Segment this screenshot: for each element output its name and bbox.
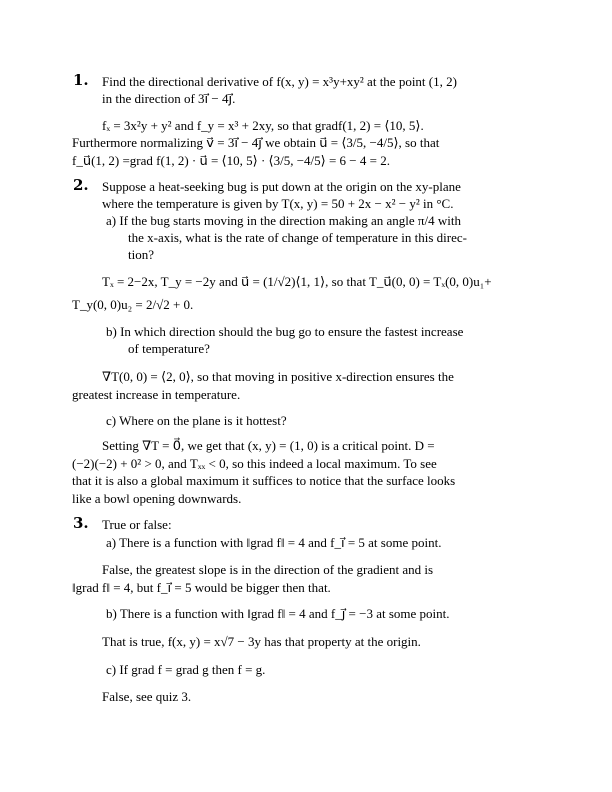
problem-2a-answer-line-2: T_y(0, 0)u₂ = 2/√2 + 0. [72,297,194,312]
problem-2c-answer-line-4: like a bowl opening downwards. [72,491,242,506]
problem-3a-answer-line-2: ‖grad f‖ = 4, but f_i⃗ = 5 would be bigger then that. [72,580,331,595]
problem-2-line-1: Suppose a heat-seeking bug is put down at the origin on the xy-plane [102,179,461,194]
problem-2a-answer-line-1: Tₓ = 2−2x, T_y = −2y and u⃗ = (1/√2)⟨1, 1⟩, so that T_u⃗(0, 0) = Tₓ(0, 0)u₁+ [102,274,492,289]
problem-2c-answer-line-3: that it is also a global maximum it suffices to notice that the surface looks [72,473,456,488]
problem-3b-line-1: b) There is a function with ‖grad f‖ = 4 and f_j⃗ = −3 at some point. [106,606,450,621]
problem-3b-answer-line-1: That is true, f(x, y) = x√7 − 3y has that property at the origin. [102,634,421,649]
problem-2b-line-2: of temperature? [128,341,210,356]
problem-1-number: 1. [73,71,89,89]
problem-3a-answer-line-1: False, the greatest slope is in the direction of the gradient and is [102,562,434,577]
problem-3c-answer-line-1: False, see quiz 3. [102,689,192,704]
problem-2a-line-1: a) If the bug starts moving in the direction making an angle π/4 with [106,213,461,228]
problem-2c-line-1: c) Where on the plane is it hottest? [106,413,287,428]
problem-2a-line-3: tion? [128,247,154,262]
problem-2-line-2: where the temperature is given by T(x, y) = 50 + 2x − x² − y² in °C. [102,196,454,211]
problem-2b-answer-line-2: greatest increase in temperature. [72,387,241,402]
problem-3-number: 3. [73,514,89,532]
problem-1-answer-line-2: Furthermore normalizing v⃗ = 3i⃗ − 4j⃗ we obtain u⃗ = ⟨3/5, −4/5⟩, so that [72,135,440,150]
problem-2b-answer-line-1: ∇T(0, 0) = ⟨2, 0⟩, so that moving in positive x-direction ensures the [102,369,454,384]
problem-3-line-1: True or false: [102,517,172,532]
problem-2-number: 2. [73,176,89,194]
problem-2c-answer-line-2: (−2)(−2) + 0² > 0, and Tₓₓ < 0, so this indeed a local maximum. To see [72,456,437,471]
problem-1-answer-line-1: fₓ = 3x²y + y² and f_y = x³ + 2xy, so that gradf(1, 2) = ⟨10, 5⟩. [102,118,424,133]
problem-3a-line-1: a) There is a function with ‖grad f‖ = 4 and f_i⃗ = 5 at some point. [106,535,442,550]
problem-1-line-2: in the direction of 3i⃗ − 4j⃗. [102,91,236,106]
problem-2b-line-1: b) In which direction should the bug go to ensure the fastest increase [106,324,464,339]
problem-3c-line-1: c) If grad f = grad g then f = g. [106,662,266,677]
problem-2c-answer-line-1: Setting ∇T = 0⃗, we get that (x, y) = (1, 0) is a critical point. D = [102,438,435,453]
problem-1-line-1: Find the directional derivative of f(x, y) = x³y+xy² at the point (1, 2) [102,74,457,89]
problem-2a-line-2: the x-axis, what is the rate of change of temperature in this direc- [128,230,467,245]
problem-1-answer-line-3: f_u⃗(1, 2) =grad f(1, 2) · u⃗ = ⟨10, 5⟩ · ⟨3/5, −4/5⟩ = 6 − 4 = 2. [72,153,390,168]
